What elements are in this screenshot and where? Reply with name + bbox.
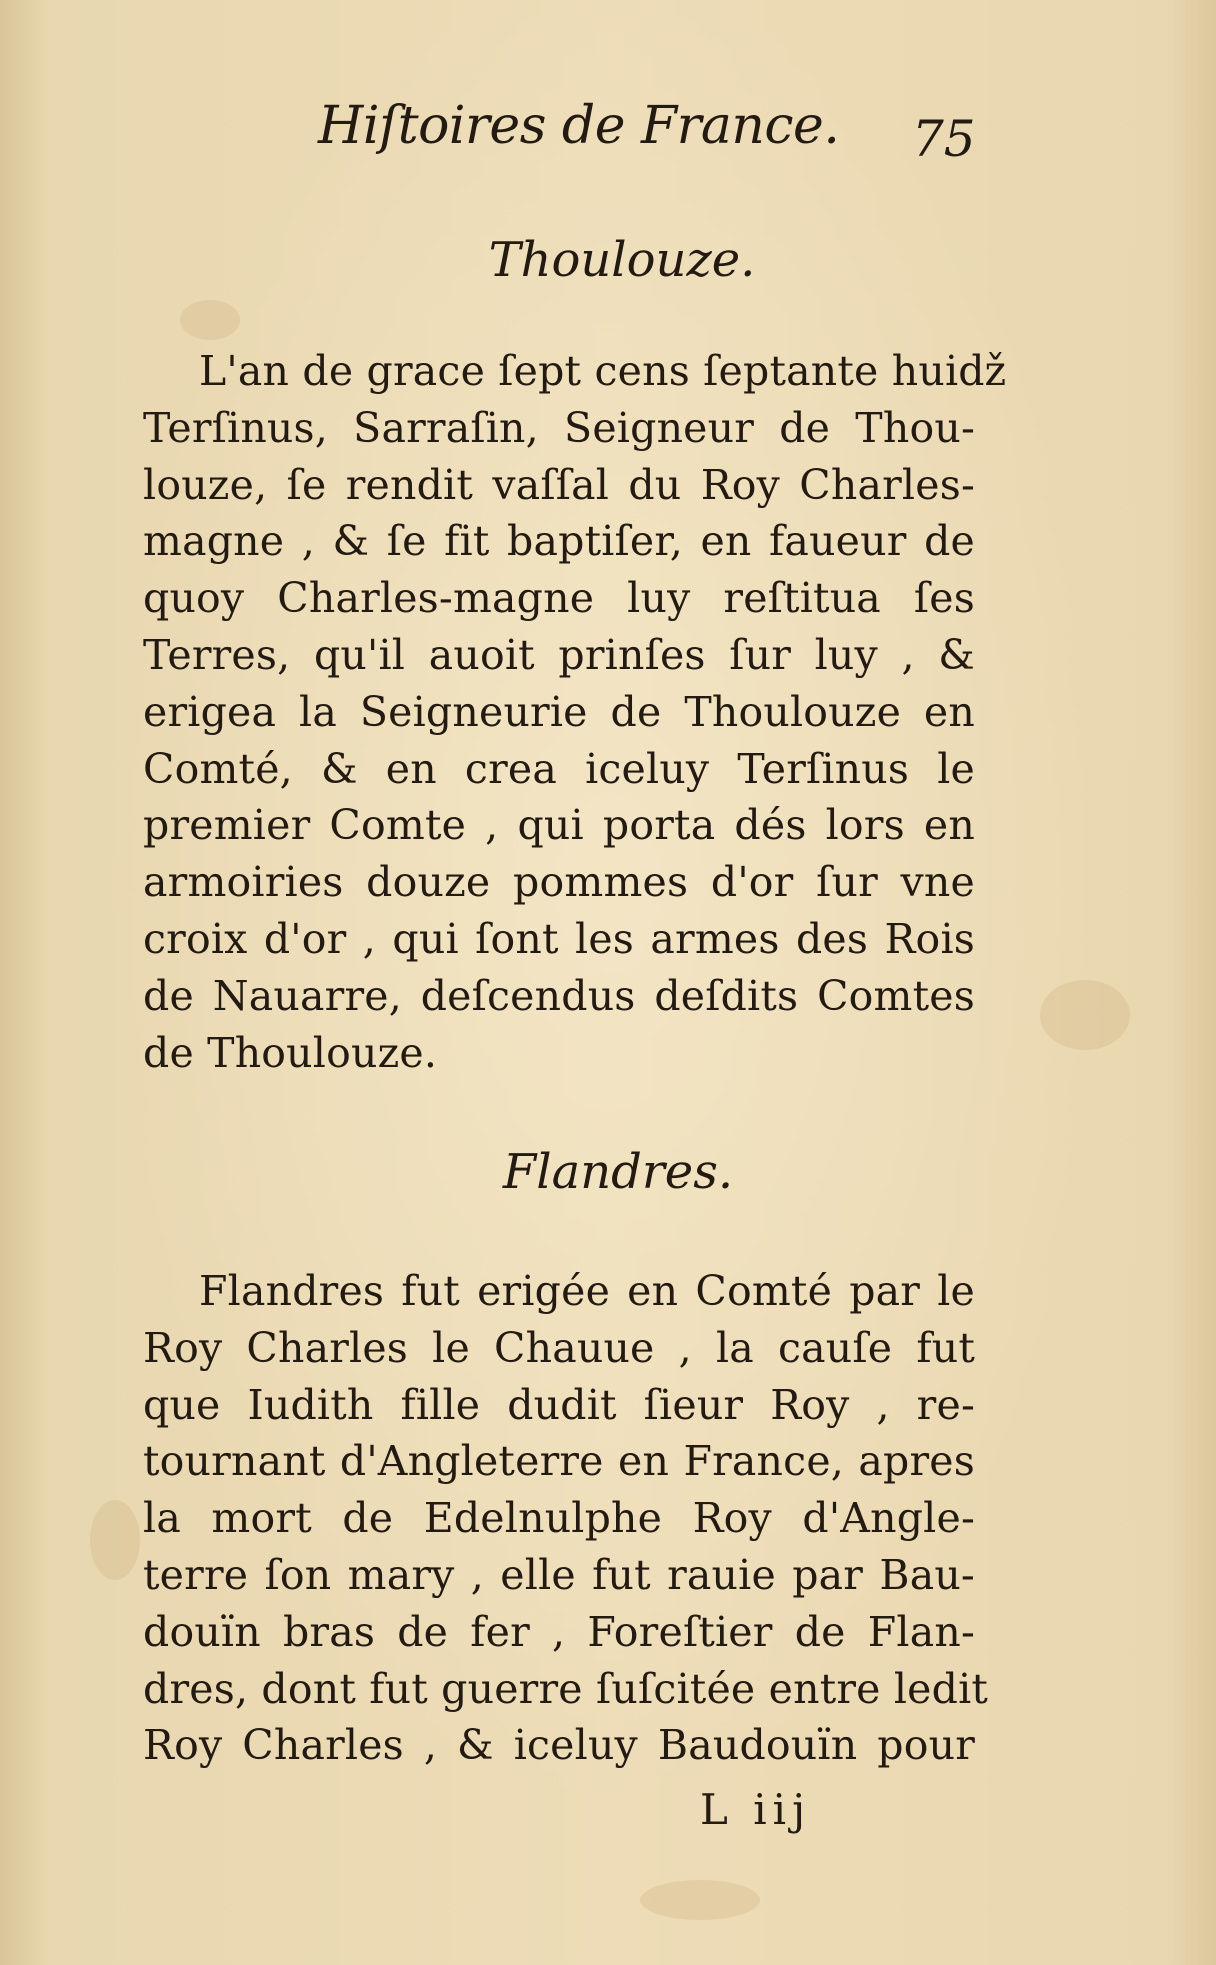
text-line: terre ſon mary , elle fut rauie par Bau- xyxy=(143,1550,975,1599)
text-line: Roy Charles , & iceluy Baudouïn pour xyxy=(143,1721,975,1770)
paper-stain xyxy=(1040,980,1130,1050)
paper-stain xyxy=(180,300,240,340)
paper-stain xyxy=(640,1880,760,1920)
running-head-title: Hiſtoires de France. xyxy=(318,96,840,156)
text-line: armoiries douze pommes d'or ſur vne xyxy=(143,858,975,907)
text-line: Flandres fut erigée en Comté par le xyxy=(199,1267,975,1315)
text-line: Comté, & en crea iceluy Terſinus le xyxy=(143,744,975,793)
text-line: de Thoulouze. xyxy=(143,1028,438,1077)
text-line: premier Comte , qui porta dés lors en xyxy=(143,801,975,850)
text-line: dres, dont fut guerre ſuſcitée entre ledit xyxy=(143,1664,989,1713)
text-line: tournant d'Angleterre en France, apres xyxy=(143,1437,975,1486)
paragraph-flandres xyxy=(143,1263,989,1774)
signature-mark: L iij xyxy=(700,1785,812,1834)
paper-stain xyxy=(90,1500,140,1580)
text-line: croix d'or , qui ſont les armes des Rois xyxy=(143,914,975,963)
text-line: de Nauarre, deſcendus deſdits Comtes xyxy=(143,971,975,1020)
text-line: louze, ſe rendit vaſſal du Roy Charles- xyxy=(143,460,975,509)
section-heading-flandres: Flandres. xyxy=(502,1144,734,1200)
text-line: Terres, qu'il auoit prinſes ſur luy , & xyxy=(143,630,975,679)
text-line: Terſinus, Sarraſin, Seigneur de Thou- xyxy=(143,403,975,452)
text-line: quoy Charles-magne luy reſtitua ſes xyxy=(143,574,975,623)
text-line: magne , & ſe fit baptiſer, en faueur de xyxy=(143,517,975,566)
text-line: erigea la Seigneurie de Thoulouze en xyxy=(143,687,975,736)
text-line: douïn bras de fer , Foreſtier de Flan- xyxy=(143,1607,975,1656)
section-heading-thoulouze: Thoulouze. xyxy=(488,232,756,288)
text-line: que Iudith fille dudit ſieur Roy , re- xyxy=(143,1380,975,1429)
paragraph-thoulouze xyxy=(143,343,1007,1081)
text-line: Roy Charles le Chauue , la cauſe fut xyxy=(143,1323,975,1372)
text-line: L'an de grace ſept cens ſeptante huiǆ xyxy=(199,347,1007,395)
text-line: la mort de Edelnulphe Roy d'Angle- xyxy=(143,1494,975,1543)
page-number: 75 xyxy=(912,110,976,168)
